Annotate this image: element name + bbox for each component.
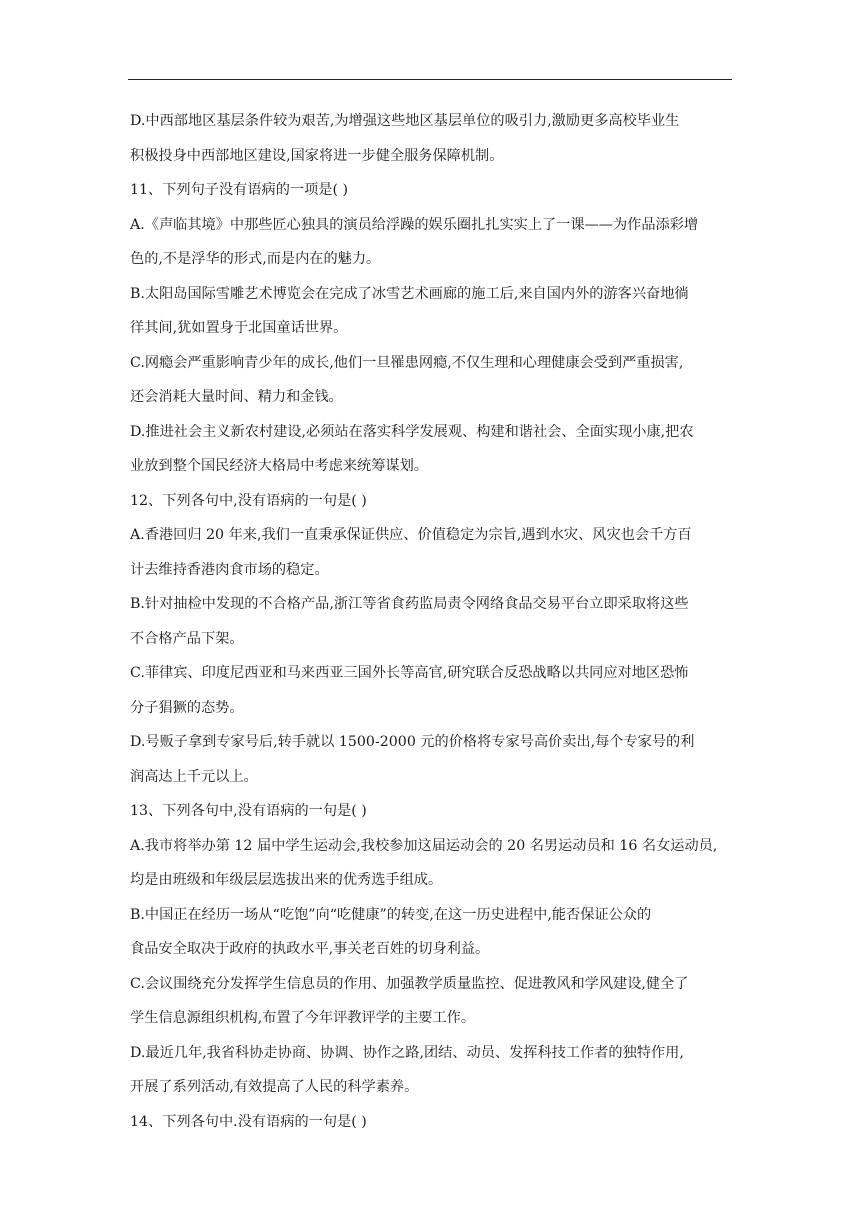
text-line: 润高达上千元以上。 — [130, 768, 258, 785]
text-line: C.网瘾会严重影响青少年的成长,他们一旦罹患网瘾,不仅生理和心理健康会受到严重损害, — [130, 354, 684, 371]
text-line: 业放到整个国民经济大格局中考虑来统筹谋划。 — [130, 458, 428, 474]
text-line: D.号贩子拿到专家号后,转手就以 1500-2000 元的价格将专家号高价卖出,每个专家号的利 — [130, 734, 695, 750]
question-13-stem: 13、下列各句中,没有语病的一句是( ) — [130, 803, 367, 819]
text-line: 计去维持香港肉食市场的稳定。 — [130, 561, 329, 578]
text-line: A.我市将举办第 12 届中学生运动会,我校参加这届运动会的 20 名男运动员和 16 名女运动员, — [130, 837, 718, 854]
header-rule — [128, 79, 732, 80]
text-line: 食品安全取决于政府的执政水平,事关老百姓的切身利益。 — [130, 941, 490, 957]
question-14-stem: 14、下列各句中.没有语病的一句是( ) — [130, 1113, 367, 1130]
text-line: 色的,不是浮华的形式,而是内在的魅力。 — [130, 251, 381, 267]
text-line: 均是由班级和年级层层选拔出来的优秀选手组成。 — [130, 872, 443, 888]
text-line: 分子猖獗的态势。 — [130, 699, 244, 716]
text-line: C.菲律宾、印度尼西亚和马来西亚三国外长等高官,研究联合反恐战略以共同应对地区恐怖 — [130, 665, 689, 681]
text-line: 开展了系列活动,有效提高了人民的科学素养。 — [130, 1079, 419, 1095]
question-11-stem: 11、下列句子没有语病的一项是( ) — [130, 182, 349, 198]
text-line: D.中西部地区基层条件较为艰苦,为增强这些地区基层单位的吸引力,激励更多高校毕业生 — [130, 113, 680, 129]
text-line: B.中国正在经历一场从“吃饱”向“吃健康”的转变,在这一历史进程中,能否保证公众的 — [130, 906, 652, 923]
text-line: D.最近几年,我省科协走协商、协调、协作之路,团结、动员、发挥科技工作者的独特作用, — [130, 1044, 684, 1061]
text-line: A.《声临其境》中那些匠心独具的演员给浮躁的娱乐圈扎扎实实上了一课——为作品添彩增 — [130, 216, 699, 233]
text-line: C.会议围绕充分发挥学生信息员的作用、加强教学质量监控、促进教风和学风建设,健全了 — [130, 975, 689, 992]
text-line: 不合格产品下架。 — [130, 630, 244, 647]
text-line: 积极投身中西部地区建设,国家将进一步健全服务保障机制。 — [130, 147, 504, 164]
document-body — [130, 104, 730, 1139]
text-line: D.推进社会主义新农村建设,必须站在落实科学发展观、构建和谐社会、全面实现小康,把农 — [130, 423, 694, 440]
question-12-stem: 12、下列各句中,没有语病的一句是( ) — [130, 492, 367, 509]
text-line: A.香港回归 20 年来,我们一直秉承保证供应、价值稳定为宗旨,遇到水灾、风灾也会千方百 — [130, 527, 692, 543]
text-line: 学生信息源组织机构,布置了今年评教评学的主要工作。 — [130, 1010, 476, 1026]
text-line: 还会消耗大量时间、精力和金钱。 — [130, 389, 343, 405]
text-line: B.针对抽检中发现的不合格产品,浙江等省食药监局责令网络食品交易平台立即采取将这些 — [130, 596, 689, 612]
text-line: B.太阳岛国际雪雕艺术博览会在完成了冰雪艺术画廊的施工后,来自国内外的游客兴奋地徜 — [130, 285, 689, 302]
text-line: 徉其间,犹如置身于北国童话世界。 — [130, 320, 348, 336]
